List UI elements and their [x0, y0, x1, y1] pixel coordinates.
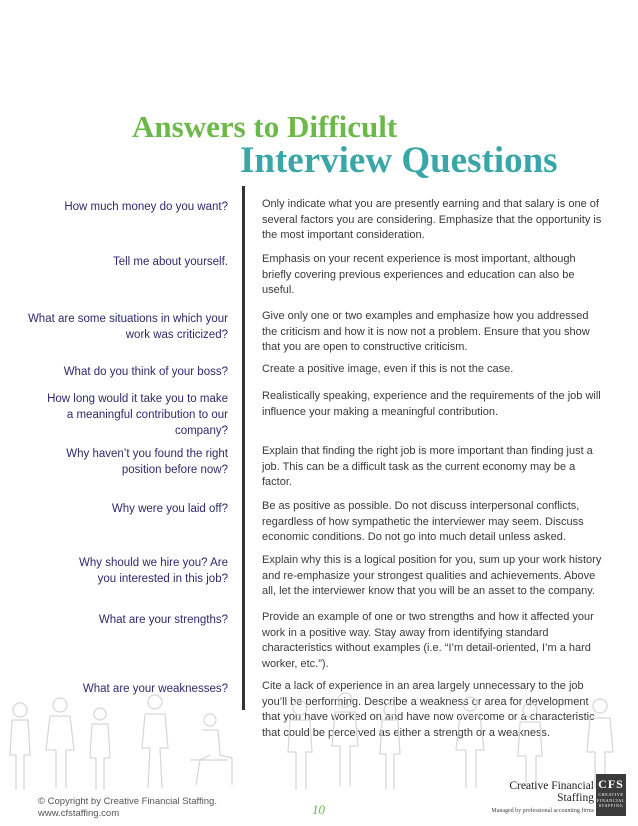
- people-silhouettes-illustration: [0, 680, 638, 790]
- brand-tagline: Managed by professional accounting firms: [491, 808, 594, 814]
- page-title-line1: Answers to Difficult: [132, 109, 398, 144]
- logo-line-staffing: STAFFING: [598, 803, 624, 808]
- brand-name: Creative Financial Staffing: [509, 780, 594, 804]
- answer-criticized: Give only one or two examples and emphasize how you addressed the criticism and how it is now not a problem. Ensure that you show that you are open to constructive criticism.: [262, 310, 590, 353]
- silhouette-person-4: [142, 695, 168, 788]
- question-boss: What do you think of your boss?: [63, 366, 228, 378]
- silhouette-person-8: [456, 697, 484, 788]
- column-divider: [242, 186, 245, 710]
- question-laid-off: Why were you laid off?: [111, 503, 228, 515]
- logo-line-financial: FINANCIAL: [597, 797, 625, 803]
- question-criticized: What are some situations in which your work was criticized?: [27, 313, 228, 341]
- answer-money: Only indicate what you are presently earning and that salary is one of several factors you are considering. Emphasize that the opportunity is the most important consideration.: [262, 198, 602, 241]
- logo-letters: CFS: [598, 777, 624, 791]
- question-contribution: How long would it take you to make a meaningful contribution to our company?: [47, 393, 228, 437]
- footer-copyright: [38, 796, 217, 820]
- answer-right-position: Explain that finding the right job is more important than finding just a job. This can be a difficult task as the current economy may be a factor.: [262, 445, 593, 488]
- question-money: How much money do you want?: [64, 201, 228, 213]
- answer-boss: Create a positive image, even if this is not the case.: [262, 363, 514, 375]
- page-number: 10: [312, 802, 325, 817]
- answer-strengths: Provide an example of one or two strengths and how it affected your work in a positive way. Stay away from identifying standard characteristics without examples (i.e. “I’m detail-oriented, I’m a hard worker, etc.”).: [262, 611, 594, 670]
- question-right-position: Why haven’t you found the right position before now?: [66, 448, 228, 476]
- answer-weaknesses: Cite a lack of experience in an area largely unnecessary to the job you’ll be performing. Describe a weakness or area for development that you have worked on and have now overcome or a characteristic that could be perceived as either a strength or a weakness.: [262, 680, 595, 739]
- cfs-logo: [596, 774, 626, 816]
- logo-line-creative: CREATIVE: [598, 792, 624, 797]
- page-title-line2: Interview Questions: [240, 140, 558, 181]
- brand-block: [478, 780, 594, 814]
- silhouette-person-5: [288, 701, 312, 790]
- silhouette-person-9: [518, 703, 542, 790]
- answer-laid-off: Be as positive as possible. Do not discuss interpersonal conflicts, regardless of how sympathetic the interviewer may seem. Discuss economic conditions. Do not go into much detail unless asked.: [262, 500, 584, 543]
- copyright-text: © Copyright by Creative Financial Staffing.: [38, 796, 217, 807]
- silhouette-person-6: [332, 693, 358, 786]
- silhouette-person-2: [46, 698, 74, 788]
- silhouette-person-seated: [190, 714, 232, 785]
- answer-contribution: Realistically speaking, experience and the requirements of the job will influence your making a meaningful contribution.: [262, 390, 601, 418]
- question-hire-you: Why should we hire you? Are you interested in this job?: [79, 557, 228, 585]
- silhouette-person-1: [10, 703, 30, 790]
- question-about-yourself: Tell me about yourself.: [112, 256, 228, 268]
- answer-hire-you: Explain why this is a logical position for you, sum up your work history and re-emphasize your strongest qualities and achievements. Above all, let the interviewer know that you will be an asset to the company.: [262, 554, 602, 597]
- question-weaknesses: What are your weaknesses?: [82, 683, 228, 695]
- answer-about-yourself: Emphasis on your recent experience is most important, although briefly covering previous experiences and education can also be useful.: [262, 253, 576, 296]
- question-strengths: What are your strengths?: [98, 614, 228, 626]
- silhouette-person-3: [90, 708, 110, 790]
- silhouette-person-7: [380, 704, 400, 790]
- website-link[interactable]: www.cfstaffing.com: [38, 808, 120, 819]
